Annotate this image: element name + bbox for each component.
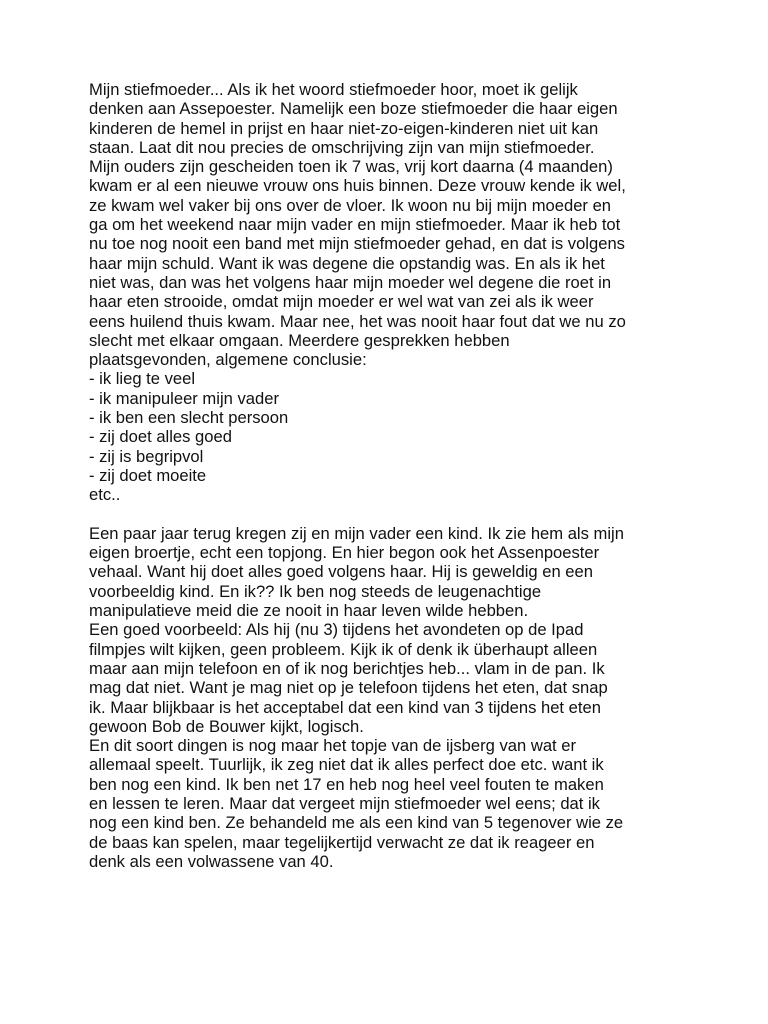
text-line: gewoon Bob de Bouwer kijkt, logisch. <box>89 716 364 736</box>
text-line: Mijn ouders zijn gescheiden toen ik 7 was, vrij kort daarna (4 maanden) <box>89 157 613 177</box>
text-line: staan. Laat dit nou precies de omschrijving zijn van mijn stiefmoeder. <box>89 137 595 157</box>
text-line: kwam er al een nieuwe vrouw ons huis binnen. Deze vrouw kende ik wel, <box>89 176 626 196</box>
paragraph <box>89 524 709 871</box>
text-line: En dit soort dingen is nog maar het topje van de ijsberg van wat er <box>89 736 577 756</box>
text-line: voorbeeldig kind. En ik?? Ik ben nog steeds de leugenachtige <box>89 581 542 601</box>
text-line: - zij doet alles goed <box>89 427 232 447</box>
text-line: kinderen de hemel in prijst en haar niet-zo-eigen-kinderen niet uit kan <box>89 118 599 138</box>
text-line: eens huilend thuis kwam. Maar nee, het was nooit haar fout dat we nu zo <box>89 311 626 331</box>
text-line: maar aan mijn telefoon en of ik nog berichtjes heb... vlam in de pan. Ik <box>89 658 605 678</box>
text-line: slecht met elkaar omgaan. Meerdere gesprekken hebben <box>89 330 510 350</box>
text-line: ben nog een kind. Ik ben net 17 en heb nog heel veel fouten te maken <box>89 774 604 794</box>
text-line: haar eten strooide, omdat mijn moeder er wel wat van zei als ik weer <box>89 292 594 312</box>
text-line: filmpjes wilt kijken, geen probleem. Kijk ik of denk ik überhaupt alleen <box>89 639 598 659</box>
text-line: - ik manipuleer mijn vader <box>89 388 279 408</box>
text-line: - zij doet moeite <box>89 465 207 485</box>
text-line: Mijn stiefmoeder... Als ik het woord stiefmoeder hoor, moet ik gelijk <box>89 80 578 99</box>
text-line: ga om het weekend naar mijn vader en mijn stiefmoeder. Maar ik heb tot <box>89 215 621 235</box>
text-line: haar mijn schuld. Want ik was degene die opstandig was. En als ik het <box>89 253 605 273</box>
text-line: - ik lieg te veel <box>89 369 196 389</box>
text-line: ik. Maar blijkbaar is het acceptabel dat een kind van 3 tijdens het eten <box>89 697 601 717</box>
text-line: ze kwam wel vaker bij ons over de vloer. Ik woon nu bij mijn moeder en <box>89 195 612 215</box>
text-line: mag dat niet. Want je mag niet op je telefoon tijdens het eten, dat snap <box>89 678 608 698</box>
document-body <box>89 80 709 871</box>
text-line: denken aan Assepoester. Namelijk een boze stiefmoeder die haar eigen <box>89 99 618 119</box>
text-line: de baas kan spelen, maar tegelijkertijd verwacht ze dat ik reageer en <box>89 832 595 852</box>
text-line: manipulatieve meid die ze nooit in haar leven wilde hebben. <box>89 601 529 621</box>
text-line: en lessen te leren. Maar dat vergeet mijn stiefmoeder wel eens; dat ik <box>89 793 600 813</box>
text-line: denk als een volwassene van 40. <box>89 851 334 871</box>
paragraph <box>89 80 709 505</box>
text-line: - zij is begripvol <box>89 446 204 466</box>
text-line: Een goed voorbeeld: Als hij (nu 3) tijdens het avondeten op de Ipad <box>89 620 584 640</box>
text-line: eigen broertje, echt een topjong. En hier begon ook het Assenpoester <box>89 543 600 563</box>
text-line: Een paar jaar terug kregen zij en mijn vader een kind. Ik zie hem als mijn <box>89 523 624 543</box>
text-line: allemaal speelt. Tuurlijk, ik zeg niet dat ik alles perfect doe etc. want ik <box>89 755 604 775</box>
text-line: vehaal. Want hij doet alles goed volgens haar. Hij is geweldig en een <box>89 562 593 582</box>
text-line: - ik ben een slecht persoon <box>89 408 289 428</box>
text-line: nu toe nog nooit een band met mijn stiefmoeder gehad, en dat is volgens <box>89 234 625 254</box>
text-line: plaatsgevonden, algemene conclusie: <box>89 350 367 370</box>
text-line: nog een kind ben. Ze behandeld me als een kind van 5 tegenover wie ze <box>89 813 624 833</box>
paragraph-gap <box>89 505 709 524</box>
text-line: niet was, dan was het volgens haar mijn moeder wel degene die roet in <box>89 272 612 292</box>
text-line: etc.. <box>89 485 121 505</box>
